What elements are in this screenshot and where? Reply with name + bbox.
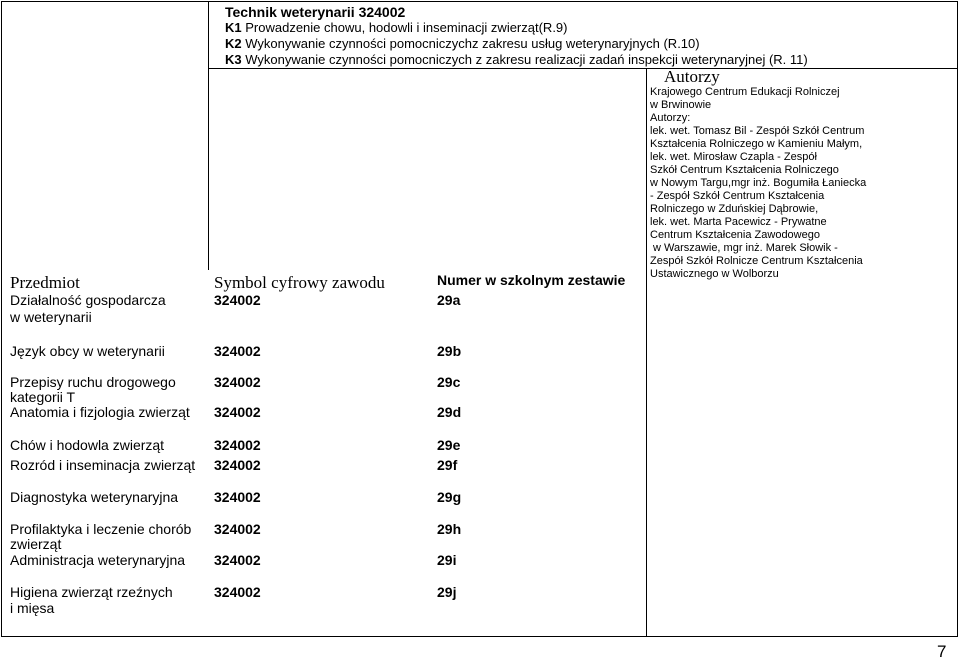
- row-subject: Higiena zwierząt rzeźnych: [10, 584, 173, 600]
- authors-list: [650, 86, 866, 281]
- row-number: 29c: [437, 374, 461, 390]
- row-subject: Diagnostyka weterynaryjna: [10, 489, 179, 505]
- col-header-subject: Przedmiot: [10, 273, 80, 292]
- header-k1: [225, 20, 568, 36]
- row-number: 29d: [437, 404, 462, 420]
- author-line: w Warszawie, mgr inż. Marek Słowik -: [650, 242, 838, 254]
- frame-left: [1, 1, 2, 637]
- k1-text: Prowadzenie chowu, hodowli i inseminacji zwierząt(R.9): [245, 20, 568, 35]
- row-subject: Chów i hodowla zwierząt: [10, 437, 165, 453]
- header-k3: [225, 52, 808, 68]
- divider-left: [208, 1, 209, 69]
- row-symbol: 324002: [214, 404, 261, 420]
- author-line: lek. wet. Tomasz Bil - Zespół Szkół Centrum: [650, 125, 865, 137]
- row-symbol: 324002: [214, 552, 261, 568]
- author-line: - Zespół Szkół Centrum Kształcenia: [650, 190, 825, 202]
- authors-heading: Autorzy: [664, 67, 720, 86]
- frame-top: [1, 1, 958, 2]
- col-header-number: Numer w szkolnym zestawie: [437, 272, 626, 288]
- author-line: Autorzy:: [650, 112, 691, 124]
- row-subject: Profilaktyka i leczenie chorób: [10, 521, 192, 537]
- author-line: Szkół Centrum Kształcenia Rolniczego: [650, 164, 839, 176]
- row-subject: Anatomia i fizjologia zwierząt: [10, 404, 190, 420]
- row-number: 29g: [437, 489, 462, 505]
- author-line: w Brwinowie: [650, 99, 712, 111]
- k2-text: Wykonywanie czynności pomocniczychz zakresu usług weterynaryjnych (R.10): [245, 36, 700, 51]
- row-subject-cont: i mięsa: [10, 600, 55, 616]
- divider-middle: [208, 68, 209, 270]
- row-subject-cont: zwierząt: [10, 536, 62, 552]
- frame-bottom: [1, 636, 958, 637]
- k3-text: Wykonywanie czynności pomocniczych z zakresu realizacji zadań inspekcji weterynaryjnej (R. 11): [245, 52, 808, 67]
- author-line: lek. wet. Mirosław Czapla - Zespół: [650, 151, 817, 163]
- row-subject-cont: kategorii T: [10, 389, 76, 405]
- author-line: Kształcenia Rolniczego w Kamieniu Małym,: [650, 138, 863, 150]
- author-line: Rolniczego w Zduńskiej Dąbrowie,: [650, 203, 819, 215]
- row-number: 29e: [437, 437, 461, 453]
- header-title: Technik weterynarii 324002: [225, 4, 406, 20]
- row-subject: Przepisy ruchu drogowego: [10, 374, 176, 390]
- row-symbol: 324002: [214, 292, 261, 308]
- row-subject: Język obcy w weterynarii: [10, 343, 165, 359]
- author-line: Krajowego Centrum Edukacji Rolniczej: [650, 86, 840, 98]
- row-number: 29j: [437, 584, 457, 600]
- row-number: 29h: [437, 521, 462, 537]
- row-number: 29f: [437, 457, 458, 473]
- row-subject: Administracja weterynaryjna: [10, 552, 186, 568]
- frame-right: [957, 1, 958, 637]
- row-symbol: 324002: [214, 457, 261, 473]
- row-subject-cont: w weterynarii: [10, 309, 92, 325]
- row-symbol: 324002: [214, 584, 261, 600]
- k2-code: K2: [225, 36, 242, 51]
- row-symbol: 324002: [214, 437, 261, 453]
- row-symbol: 324002: [214, 521, 261, 537]
- k1-code: K1: [225, 20, 242, 35]
- author-line: Zespół Szkół Rolnicze Centrum Kształcenia: [650, 255, 863, 267]
- author-line: lek. wet. Marta Pacewicz - Prywatne: [650, 216, 827, 228]
- row-symbol: 324002: [214, 489, 261, 505]
- row-symbol: 324002: [214, 374, 261, 390]
- row-subject: Rozród i inseminacja zwierząt: [10, 457, 196, 473]
- author-line: Centrum Kształcenia Zawodowego: [650, 229, 820, 241]
- header-k2: [225, 36, 700, 52]
- author-line: w Nowym Targu,mgr inż. Bogumiła Łaniecka: [650, 177, 867, 189]
- divider-right: [646, 68, 647, 637]
- row-symbol: 324002: [214, 343, 261, 359]
- col-header-symbol: Symbol cyfrowy zawodu: [214, 273, 385, 292]
- page-number: 7: [937, 642, 947, 661]
- k3-code: K3: [225, 52, 242, 67]
- author-line: Ustawicznego w Wolborzu: [650, 268, 779, 280]
- header-rule: [208, 68, 958, 69]
- row-number: 29a: [437, 292, 461, 308]
- row-subject: Działalność gospodarcza: [10, 292, 166, 308]
- row-number: 29b: [437, 343, 462, 359]
- row-number: 29i: [437, 552, 457, 568]
